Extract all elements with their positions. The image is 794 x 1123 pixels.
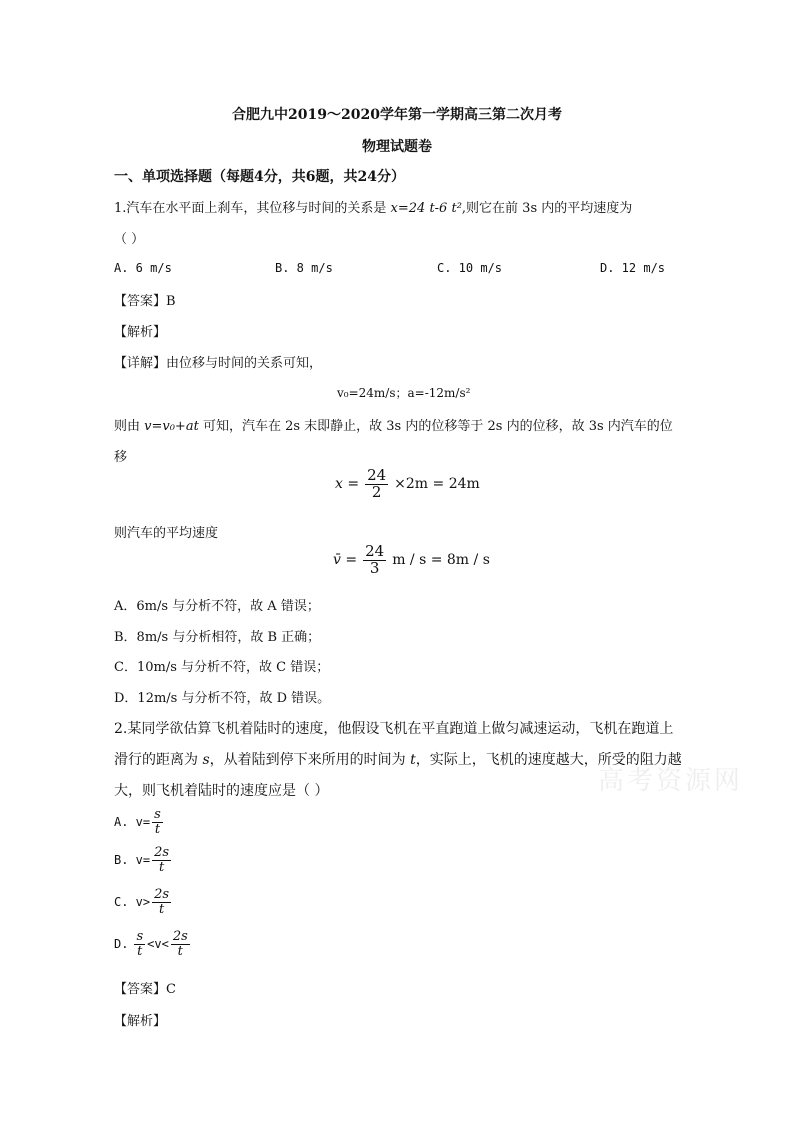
q2-b-num: 2s [154, 845, 170, 860]
q2-stem-line-2 [114, 749, 682, 769]
q2-a-num: s [154, 807, 161, 822]
q1-stem [114, 197, 632, 216]
q2-stem-line-1: 2.某同学欲估算飞机着陆时的速度，他假设飞机在平直跑道上做匀减速运动，飞机在跑道上 [114, 721, 674, 737]
q1-line-formula: v=v₀+at [144, 419, 199, 434]
q1-equation-velocity [333, 544, 490, 577]
q1-option-b: B. 8 m/s [275, 261, 333, 275]
q2-stem-line-3: 大，则飞机着陆时的速度应是（ ） [114, 783, 329, 799]
q2-option-c-fraction [152, 888, 171, 916]
q2-a-den: t [154, 821, 161, 837]
q1-option-d: D. 12 m/s [600, 261, 666, 275]
q1-answer: 【答案】B [114, 294, 176, 309]
q2-text: 滑行的距离为 [114, 752, 203, 768]
q2-option-b-fraction [152, 846, 171, 874]
q1-explanation-line-2: 移 [114, 450, 128, 465]
q2-option-c [114, 888, 173, 916]
eq2-numerator: 24 [365, 542, 385, 560]
q1-option-a: A. 6 m/s [114, 261, 172, 275]
q1-paren: （ ） [114, 232, 145, 247]
q1-line-text-2: 可知，汽车在 2s 末即静止，故 3s 内的位移等于 2s 内的位移，故 3s 内汽车的位 [198, 419, 673, 434]
q2-d-den-1: t [137, 943, 143, 959]
q2-c-den: t [158, 901, 165, 917]
q1-detail-text: 由位移与时间的关系可知， [166, 356, 323, 371]
q2-option-b-label: B. v= [114, 853, 151, 868]
q1-stem-formula: x=24 t-6 t² [390, 201, 462, 216]
q1-explanation-line [114, 415, 673, 434]
eq1-lhs: x = [335, 476, 360, 493]
q2-option-d-inequality: <v< [147, 937, 169, 952]
q2-c-num: 2s [154, 887, 170, 902]
q2-option-a-fraction [152, 808, 163, 836]
page-subtitle: 物理试题卷 [362, 139, 432, 155]
q2-option-d-fraction-2 [171, 930, 190, 958]
q1-stem-text-2: ,则它在前 3s 内的平均速度为 [461, 201, 633, 216]
q2-d-num-2: 2s [172, 929, 188, 944]
q2-option-d-fraction-1 [134, 930, 145, 958]
watermark: 高考资源网 [598, 766, 744, 796]
q1-analysis-label: 【解析】 [114, 325, 167, 340]
eq2-denominator: 3 [369, 558, 380, 577]
q2-d-den-2: t [177, 943, 183, 959]
eq2-lhs: v̄ = [333, 552, 358, 569]
q2-option-a-label: A. v= [114, 815, 151, 830]
q2-text-3: ，实际上，飞机的速度越大，所受的阻力越 [415, 752, 682, 768]
q2-option-d [114, 930, 192, 958]
q1-given-values: v₀=24m/s；a=-12m/s² [337, 386, 471, 400]
eq1-numerator: 24 [367, 466, 387, 484]
q2-d-num-1: s [136, 929, 144, 944]
q1-detail [114, 352, 322, 371]
eq1-fraction [365, 468, 388, 501]
q2-b-den: t [158, 859, 165, 875]
q1-avg-text: 则汽车的平均速度 [114, 526, 219, 541]
q2-option-d-label: D. [114, 937, 129, 952]
q1-equation-displacement [335, 468, 480, 501]
q1-option-c: C. 10 m/s [437, 261, 503, 275]
q2-option-b [114, 846, 173, 874]
q1-judgement-c: C．10m/s 与分析不符，故 C 错误； [114, 660, 330, 675]
q2-var-s: s [202, 752, 210, 768]
eq2-fraction [363, 544, 386, 577]
q2-analysis-label: 【解析】 [114, 1014, 167, 1029]
q1-judgement-b: B．8m/s 与分析相符，故 B 正确； [114, 630, 321, 645]
eq1-rest: ×2m = 24m [394, 476, 480, 493]
q1-judgement-d: D．12m/s 与分析不符，故 D 错误。 [114, 691, 331, 706]
q2-answer: 【答案】C [114, 982, 176, 997]
page-title: 合肥九中2019～2020学年第一学期高三第二次月考 [232, 107, 562, 123]
q2-var-t: t [410, 752, 416, 768]
q2-option-c-label: C. v> [114, 895, 151, 910]
q2-text-2: ，从着陆到停下来所用的时间为 [209, 752, 411, 768]
q1-judgement-a: A．6m/s 与分析不符，故 A 错误； [114, 599, 320, 614]
eq1-denominator: 2 [371, 482, 382, 501]
q1-detail-label: 【详解】 [114, 356, 167, 371]
section-heading: 一、单项选择题（每题4分，共6题，共24分） [114, 169, 405, 185]
q1-line-text: 则由 [114, 419, 145, 434]
q1-stem-text: 1.汽车在水平面上刹车，其位移与时间的关系是 [114, 201, 391, 216]
eq2-rest: m / s = 8m / s [392, 552, 490, 569]
q2-option-a [114, 808, 165, 836]
